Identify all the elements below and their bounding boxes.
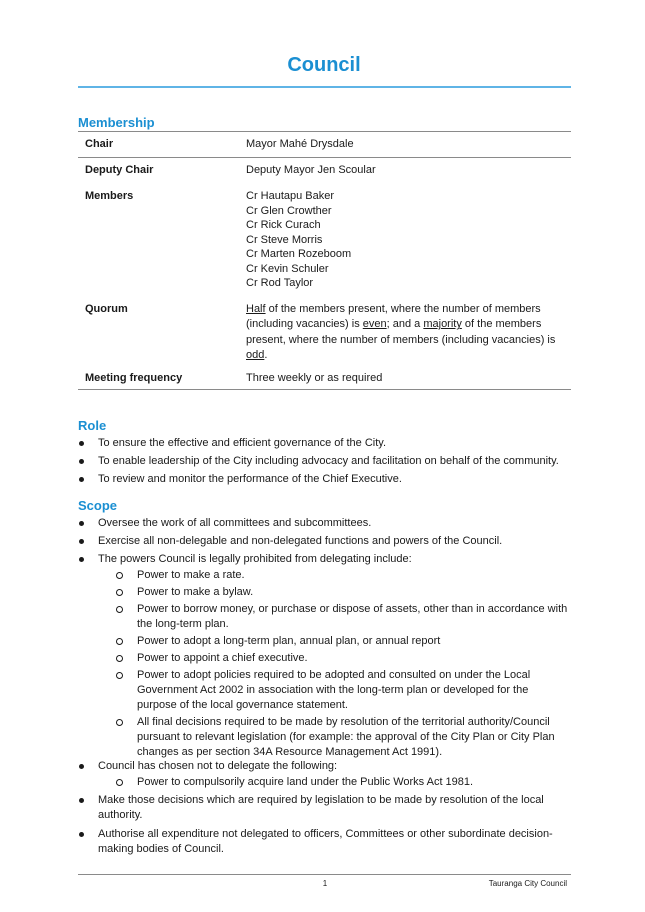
member-name: Cr Glen Crowther <box>246 204 332 217</box>
bullet-icon <box>79 459 84 464</box>
member-name: Cr Hautapu Baker <box>246 190 335 202</box>
role-item: To enable leadership of the City including advocacy and facilitation on behalf of the community. <box>98 455 559 467</box>
prohibited-item: Power to appoint a chief executive. <box>137 652 308 664</box>
list-item <box>78 775 570 790</box>
title-divider <box>78 86 571 88</box>
scope-item: The powers Council is legally prohibited from delegating include: <box>98 553 412 565</box>
scope-more-item: Authorise all expenditure not delegated to officers, Committees or other subordinate decision-making bodies of Council. <box>98 828 553 855</box>
prohibited-item: Power to adopt a long-term plan, annual plan, or annual report <box>137 635 441 647</box>
bullet-icon <box>79 477 84 482</box>
quorum-text-3: of the members present, where the number of members (including vacancies) is <box>246 318 556 346</box>
circle-bullet-icon <box>116 638 123 645</box>
quorum-text-4: . <box>264 348 268 361</box>
list-item <box>78 472 570 487</box>
circle-bullet-icon <box>116 672 123 679</box>
meeting-frequency-label: Meeting frequency <box>85 372 183 384</box>
list-item <box>78 516 570 531</box>
deputy-chair-value <box>246 163 562 178</box>
members-label: Members <box>85 190 134 202</box>
list-item <box>78 454 570 469</box>
quorum-value <box>246 302 562 363</box>
bullet-icon <box>79 832 84 837</box>
bullet-icon <box>79 764 84 769</box>
list-item <box>78 715 570 760</box>
list-item <box>78 534 570 549</box>
quorum-majority: majority <box>423 318 462 331</box>
membership-heading: Membership <box>78 115 155 130</box>
deputy-chair-label: Deputy Chair <box>85 164 154 176</box>
member-name: Cr Steve Morris <box>246 233 323 246</box>
page-number: 1 <box>322 879 328 888</box>
list-item <box>78 827 570 857</box>
circle-bullet-icon <box>116 589 123 596</box>
role-item: To ensure the effective and efficient governance of the City. <box>98 437 387 449</box>
meeting-frequency-text: Three weekly or as required <box>246 372 383 384</box>
prohibited-powers-list <box>78 568 570 760</box>
quorum-odd: odd <box>246 348 265 361</box>
member-name: Cr Rick Curach <box>246 219 321 231</box>
not-delegate-item: Power to compulsorily acquire land under the Public Works Act 1981. <box>137 776 474 788</box>
circle-bullet-icon <box>116 719 123 726</box>
member-name: Cr Marten Rozeboom <box>246 248 352 260</box>
member-name: Cr Kevin Schuler <box>246 262 329 275</box>
circle-bullet-icon <box>116 572 123 579</box>
page-title: Council <box>287 54 361 76</box>
list-item <box>78 602 570 632</box>
quorum-text-2: ; and a <box>386 318 424 331</box>
list-item <box>78 436 570 451</box>
not-delegate-list <box>78 759 570 774</box>
bullet-icon <box>79 557 84 562</box>
list-item <box>78 634 570 649</box>
table-bottom-rule <box>78 389 571 390</box>
table-top-rule <box>78 131 571 132</box>
scope-more-list <box>78 793 570 857</box>
member-name: Cr Rod Taylor <box>246 277 314 289</box>
role-list <box>78 436 570 487</box>
bullet-icon <box>79 521 84 526</box>
bullet-icon <box>79 539 84 544</box>
prohibited-item: Power to adopt policies required to be adopted and consulted on under the Local Government Act 2002 in association with the long-term plan or developed for the purpose of the local governance statement. <box>137 669 531 711</box>
not-delegate-items <box>78 775 570 790</box>
chair-value <box>246 137 562 152</box>
prohibited-item: Power to make a rate. <box>137 569 245 581</box>
chair-label: Chair <box>85 138 114 150</box>
meeting-frequency-value <box>246 371 562 386</box>
list-item <box>78 585 570 600</box>
bullet-icon <box>79 441 84 446</box>
role-item: To review and monitor the performance of the Chief Executive. <box>98 473 402 485</box>
list-item <box>78 793 570 823</box>
scope-more-item: Make those decisions which are required by legislation to be made by resolution of the local authority. <box>98 794 544 821</box>
scope-list <box>78 516 570 567</box>
quorum-half: Half <box>246 303 266 315</box>
list-item <box>78 568 570 583</box>
list-item <box>78 759 570 774</box>
table-row-rule <box>78 157 571 158</box>
scope-item: Exercise all non-delegable and non-delegated functions and powers of the Council. <box>98 535 503 547</box>
list-item <box>78 668 570 713</box>
deputy-chair-name: Deputy Mayor Jen Scoular <box>246 164 376 176</box>
scope-heading: Scope <box>78 498 118 513</box>
quorum-label: Quorum <box>85 303 128 315</box>
circle-bullet-icon <box>116 779 123 786</box>
prohibited-item: Power to borrow money, or purchase or dispose of assets, other than in accordance with the long-term plan. <box>137 603 568 630</box>
role-heading: Role <box>78 418 107 433</box>
circle-bullet-icon <box>116 606 123 613</box>
bullet-icon <box>79 798 84 803</box>
list-item <box>78 651 570 666</box>
footer-organization: Tauranga City Council <box>488 879 567 888</box>
quorum-text-1: of the members present, where the number of members (including vacancies) is <box>246 303 541 331</box>
not-delegate-text: Council has chosen not to delegate the following: <box>98 760 338 772</box>
members-list <box>246 189 562 291</box>
circle-bullet-icon <box>116 655 123 662</box>
quorum-even: even <box>362 318 387 331</box>
list-item <box>78 552 570 567</box>
scope-item: Oversee the work of all committees and subcommittees. <box>98 517 372 529</box>
prohibited-item: Power to make a bylaw. <box>137 586 254 598</box>
chair-name: Mayor Mahé Drysdale <box>246 138 354 150</box>
footer-divider <box>78 874 571 875</box>
prohibited-item: All final decisions required to be made by resolution of the territorial authority/Council pursuant to relevant legislation (for example: the approval of the City Plan or City Plan changes as per section 34A Resource Management Act 1991). <box>137 716 555 758</box>
